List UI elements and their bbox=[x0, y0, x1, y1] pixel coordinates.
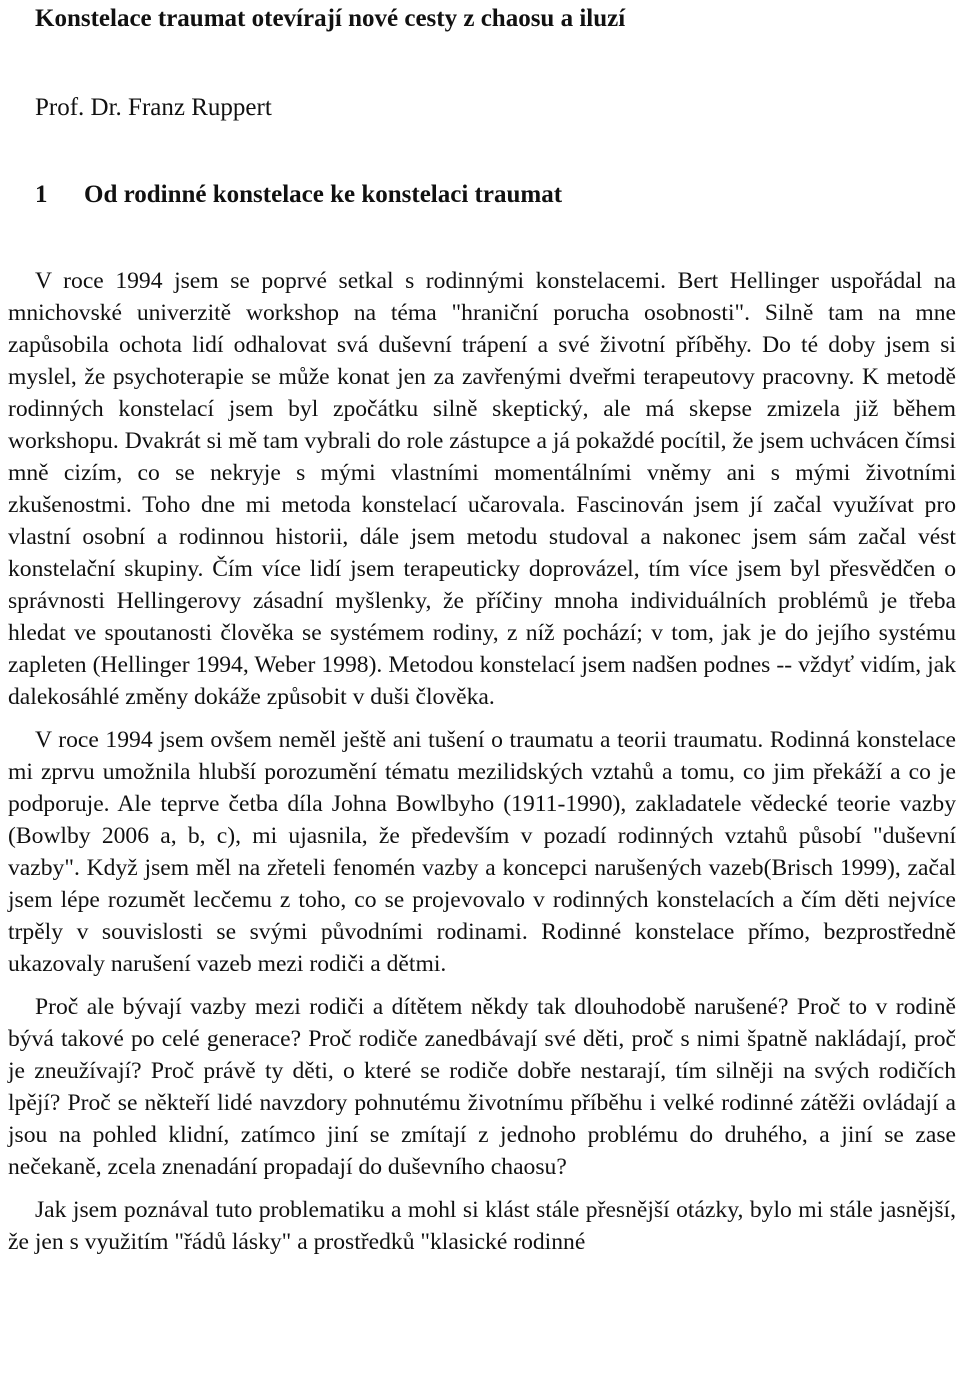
document-title: Konstelace traumat otevírají nové cesty z chaosu a iluzí bbox=[35, 5, 626, 32]
paragraph-2: V roce 1994 jsem ovšem neměl ještě ani tušení o traumatu a teorii traumatu. Rodinná konstelace mi zprvu umožnila hlubší porozumění tématu mezilidských vztahů a tomu, co jim překáží a co je podporuje. Ale teprve četba díla Johna Bowlbyho (1911-1990), zakladatele vědecké teorie vazby (Bowlby 2006 a, b, c), mi ujasnila, že především v pozadí rodinných vztahů působí "duševní vazby". Když jsem měl na zřeteli fenomén vazby a koncepci narušených vazeb(Brisch 1999), začal jsem lépe rozumět lecčemu z toho, co se projevovalo v rodinných konstelacích a čím děti nejvíce trpěly v souvislosti se svými původními rodinami. Rodinné konstelace přímo, bezprostředně ukazovaly narušení vazeb mezi rodiči a dětmi. bbox=[8, 727, 956, 977]
author-name: Prof. Dr. Franz Ruppert bbox=[35, 94, 272, 121]
section-title: Od rodinné konstelace ke konstelaci traumat bbox=[84, 181, 563, 208]
paragraph-1: V roce 1994 jsem se poprvé setkal s rodinnými konstelacemi. Bert Hellinger uspořádal na mnichovské univerzitě workshop na téma "hraniční porucha osobnosti". Silně tam na mne zapůsobila ochota lidí odhalovat svá duševní trápení a své životní příběhy. Do té doby jsem si myslel, že psychoterapie se může konat jen za zavřenými dveřmi terapeutovy pracovny. K metodě rodinných konstelací jsem byl zpočátku silně skeptický, ale má skepse zmizela již během workshopu. Dvakrát si mě tam vybrali do role zástupce a já pokaždé pocítil, že jsem uchvácen čímsi mně cizím, co se nekryje s mými vlastními momentálními vněmy ani s mými životními zkušenostmi. Toho dne mi metoda konstelací učarovala. Fascinován jsem jí začal využívat pro vlastní osobní a rodinnou historii, dále jsem metodu studoval a nakonec jsem sám začal vést konstelační skupiny. Čím více lidí jsem terapeuticky doprovázel, tím více jsem byl přesvědčen o správnosti Hellingerovy zásadní myšlenky, že příčiny mnoha individuálních problémů je třeba hledat ve spoutanosti člověka se systémem rodiny, z níž pochází; v tom, jak je do jejího systému zapleten (Hellinger 1994, Weber 1998). Metodou konstelací jsem nadšen podnes -- vždyť vidím, jak dalekosáhlé změny dokáže způsobit v duši člověka. bbox=[8, 268, 956, 710]
paragraph-4: Jak jsem poznával tuto problematiku a mohl si klást stále přesnější otázky, bylo mi stále jasnější, že jen s využitím "řádů lásky" a prostředků "klasické rodinné bbox=[8, 1197, 956, 1255]
body-text bbox=[8, 265, 956, 1258]
section-number: 1 bbox=[35, 181, 48, 208]
paragraph-3: Proč ale bývají vazby mezi rodiči a dítětem někdy tak dlouhodobě narušené? Proč to v rodině bývá takové po celé generace? Proč rodiče zanedbávají své děti, proč s nimi špatně nakládají, proč je zneužívají? Proč právě ty děti, o které se rodiče dobře nestarají, tím silněji na svých rodičích lpějí? Proč se někteří lidé navzdory pohnutému životnímu příběhu i velké rodinné zátěži ovládají a jsou na pohled klidní, zatímco jiní se zmítají z jednoho problému do druhého, a jiní se zase nečekaně, zcela znenadání propadají do duševního chaosu? bbox=[8, 994, 956, 1180]
section-heading bbox=[35, 180, 562, 210]
